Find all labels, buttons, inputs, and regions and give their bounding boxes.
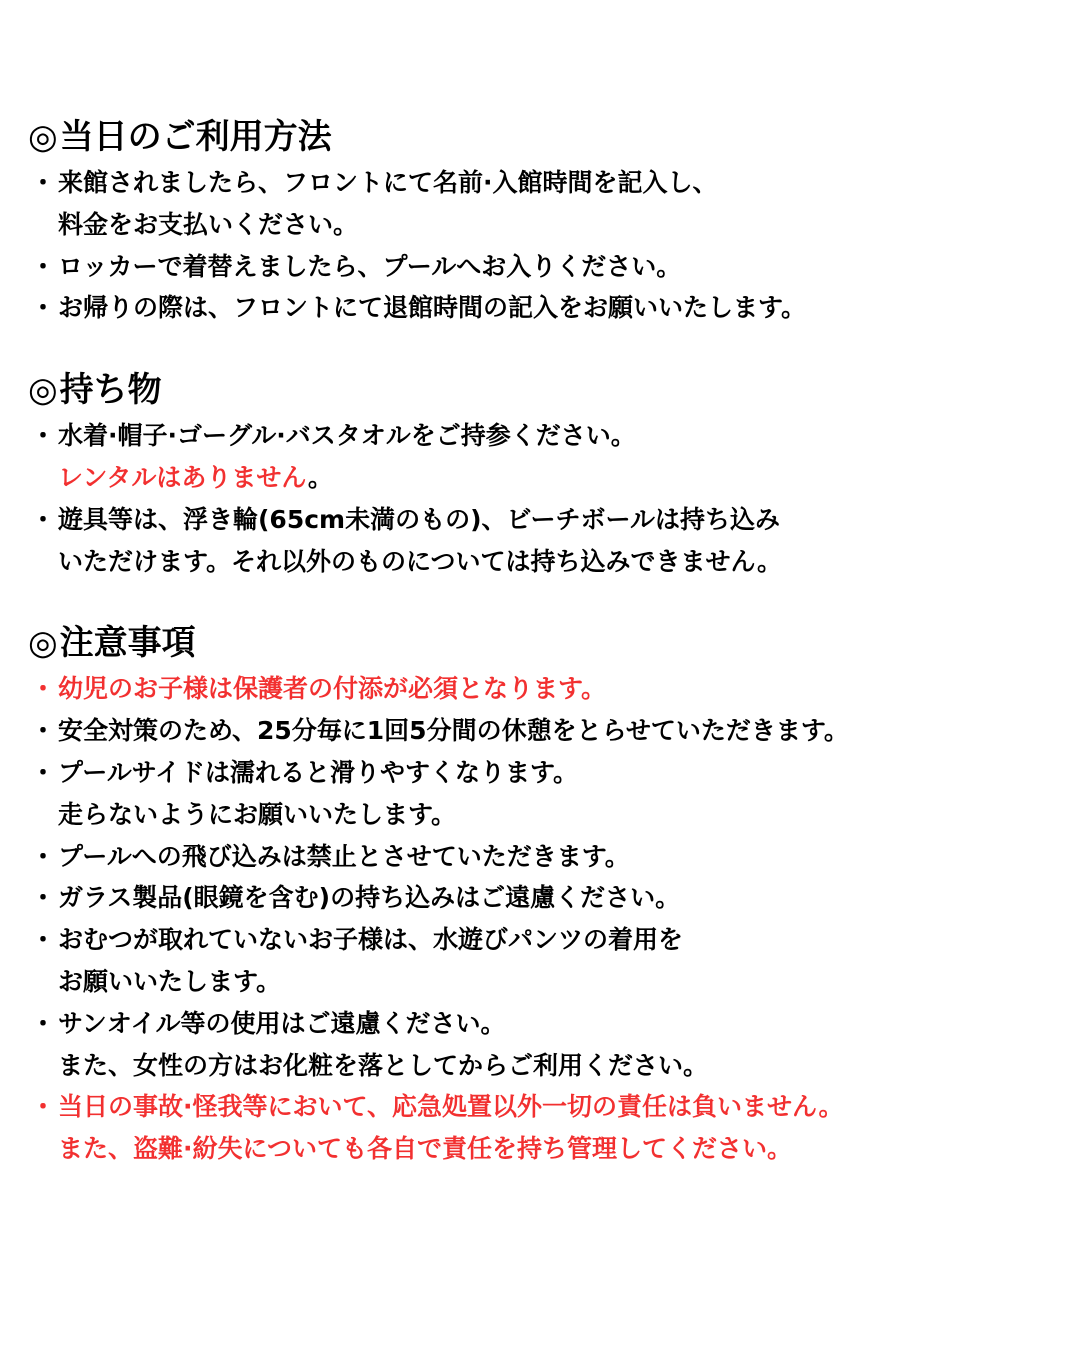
list-item <box>28 1003 1068 1045</box>
list-item <box>28 752 1068 794</box>
bullet-icon: ・ <box>30 504 56 534</box>
list-item-text: プールへの飛び込みは禁止とさせていただきます。 <box>58 841 630 871</box>
bullet-icon: ・ <box>30 1008 56 1038</box>
bullet-icon: ・ <box>30 1092 56 1122</box>
list-item <box>28 415 1068 457</box>
list-item-text: お帰りの際は、フロントにて退館時間の記入をお願いいたします。 <box>58 293 807 323</box>
notes-list <box>28 668 1068 1170</box>
list-item-continuation <box>28 204 1068 246</box>
section-title-belongings <box>28 365 1068 415</box>
list-item-continuation <box>28 457 1068 499</box>
list-item-warning-continuation <box>28 1128 1068 1170</box>
list-item-text-suffix: 。 <box>307 462 333 492</box>
bullet-icon: ・ <box>30 757 56 787</box>
pool-rules-notice <box>28 112 1068 1206</box>
section-title-usage <box>28 112 1068 162</box>
list-item-text: 料金をお支払いください。 <box>58 209 359 239</box>
belongings-list <box>28 415 1068 582</box>
section-notes <box>28 618 1068 1170</box>
list-item-text: また、女性の方はお化粧を落としてからご利用ください。 <box>58 1050 709 1080</box>
section-title-text: 注意事項 <box>59 623 196 664</box>
bullet-icon: ・ <box>30 168 56 197</box>
bullet-icon: ・ <box>30 421 56 451</box>
list-item-text: ガラス製品(眼鏡を含む)の持ち込みはご遠慮ください。 <box>58 883 681 913</box>
usage-list <box>28 162 1068 329</box>
section-belongings <box>28 365 1068 582</box>
section-title-notes <box>28 618 1068 668</box>
list-item-warning <box>28 668 1068 710</box>
list-item-continuation <box>28 961 1068 1003</box>
list-item-text: 来館されましたら、フロントにて名前·入館時間を記入し、 <box>58 168 718 197</box>
list-item-text: お願いいたします。 <box>58 966 282 996</box>
bullet-icon: ・ <box>30 293 56 323</box>
list-item-text: 幼児のお子様は保護者の付添が必須となります。 <box>58 674 607 704</box>
list-item-text: いただけます。それ以外のものについては持ち込みできません。 <box>58 546 783 576</box>
no-rental-warning: レンタルはありません <box>58 462 308 492</box>
bullet-icon: ・ <box>30 883 56 913</box>
list-item-text: プールサイドは濡れると滑りやすくなります。 <box>58 757 579 787</box>
list-item-warning <box>28 1086 1068 1128</box>
bullet-icon: ・ <box>30 841 56 871</box>
list-item-text: 水着·帽子·ゴーグル·バスタオルをご持参ください。 <box>58 421 636 451</box>
list-item <box>28 836 1068 878</box>
list-item <box>28 287 1068 329</box>
bullet-icon: ・ <box>30 251 56 281</box>
bullet-icon: ・ <box>30 925 56 955</box>
bullet-icon: ・ <box>30 716 56 746</box>
list-item <box>28 162 1068 204</box>
list-item-text: サンオイル等の使用はご遠慮ください。 <box>58 1008 506 1038</box>
section-usage <box>28 112 1068 329</box>
list-item-text: また、盗難·紛失についても各自で責任を持ち管理してください。 <box>58 1134 792 1164</box>
list-item <box>28 499 1068 541</box>
list-item-continuation <box>28 794 1068 836</box>
double-circle-icon: ◎ <box>28 117 58 157</box>
list-item <box>28 710 1068 752</box>
double-circle-icon: ◎ <box>28 370 58 411</box>
list-item-text: 当日の事故·怪我等において、応急処置以外一切の責任は負いません。 <box>58 1092 844 1122</box>
list-item <box>28 877 1068 919</box>
list-item-text: おむつが取れていないお子様は、水遊びパンツの着用を <box>58 925 684 955</box>
list-item-text: 安全対策のため、25分毎に1回5分間の休憩をとらせていただきます。 <box>58 716 849 746</box>
list-item-continuation <box>28 541 1068 583</box>
list-item-text: ロッカーで着替えましたら、プールへお入りください。 <box>58 251 682 281</box>
section-title-text: 当日のご利用方法 <box>59 117 332 157</box>
list-item-continuation <box>28 1045 1068 1087</box>
list-item <box>28 919 1068 961</box>
list-item-text: 走らないようにお願いいたします。 <box>58 799 457 829</box>
bullet-icon: ・ <box>30 674 56 704</box>
list-item <box>28 246 1068 288</box>
section-title-text: 持ち物 <box>59 370 162 411</box>
list-item-text: 遊具等は、浮き輪(65cm未満のもの)、ビーチボールは持ち込み <box>58 504 781 534</box>
double-circle-icon: ◎ <box>28 623 58 664</box>
